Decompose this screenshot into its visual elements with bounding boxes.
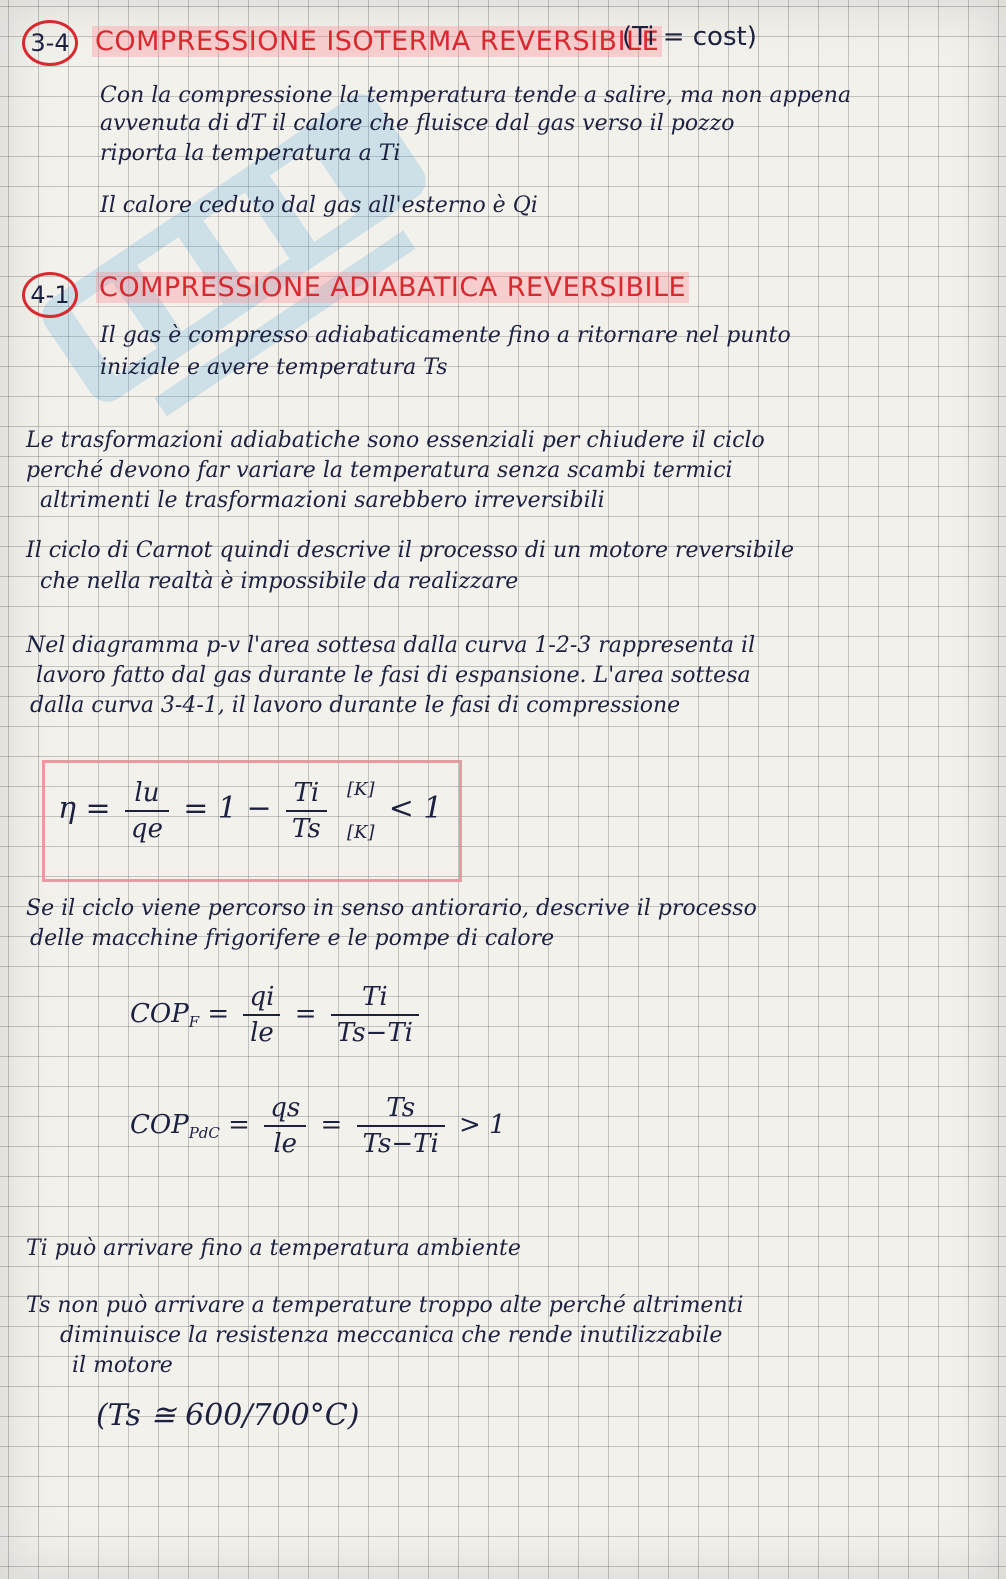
formula-middle: = 1 −: [183, 791, 272, 826]
text-line: riporta la temperatura a Ti: [100, 141, 401, 166]
formula-equals: =: [294, 999, 317, 1029]
formula-lhs: η =: [58, 791, 111, 826]
fraction-denominator: le: [250, 1018, 274, 1048]
text-line: diminuisce la resistenza meccanica che rende inutilizzabile: [60, 1323, 723, 1348]
fraction-numerator: Ts: [357, 1093, 445, 1127]
text-line: dalla curva 3-4-1, il lavoro durante le fasi di compressione: [30, 693, 681, 718]
cop-refrigerator-formula: [130, 982, 425, 1048]
text-line: Il gas è compresso adiabaticamente fino a ritornare nel punto: [100, 323, 791, 348]
formula-equals: =: [320, 1110, 343, 1140]
fraction-denominator: Ts: [291, 814, 321, 844]
text-line: perché devono far variare la temperatura senza scambi termici: [26, 458, 733, 483]
text-line: Il ciclo di Carnot quindi descrive il processo di un motore reversibile: [26, 538, 795, 563]
section-heading-text: COMPRESSIONE ISOTERMA REVERSIBILE: [92, 26, 662, 57]
fraction-numerator: Ti: [286, 778, 327, 812]
section-heading-text: COMPRESSIONE ADIABATICA REVERSIBILE: [96, 272, 689, 303]
text-line: altrimenti le trasformazioni sarebbero irreversibili: [40, 488, 605, 513]
formula-equals: =: [207, 999, 230, 1029]
text-line: avvenuta di dT il calore che fluisce dal gas verso il pozzo: [100, 111, 735, 136]
fraction-denominator: Ts−Ti: [362, 1129, 439, 1159]
fraction-numerator: qs: [264, 1093, 306, 1127]
text-line: Con la compressione la temperatura tende a salire, ma non appena: [100, 83, 852, 108]
unit-annotation: [347, 779, 375, 843]
text-line: Il calore ceduto dal gas all'esterno è Qi: [100, 193, 538, 218]
text-line: delle macchine frigorifere e le pompe di calore: [30, 926, 555, 951]
fraction-numerator: lu: [125, 778, 169, 812]
text-line: lavoro fatto dal gas durante le fasi di espansione. L'area sottesa: [36, 663, 751, 688]
text-line: che nella realtà è impossibile da realizzare: [40, 569, 519, 594]
formula-rhs: < 1: [388, 791, 443, 826]
text-line: Ti può arrivare fino a temperatura ambiente: [26, 1236, 521, 1261]
formula-label: COP: [130, 1110, 189, 1140]
text-line: Ts non può arrivare a temperature troppo alte perché altrimenti: [26, 1293, 744, 1318]
formula-subscript: F: [188, 1013, 200, 1031]
text-line: Nel diagramma p-v l'area sottesa dalla curva 1-2-3 rappresenta il: [26, 633, 756, 658]
formula-fraction: [357, 1093, 445, 1159]
efficiency-formula: [58, 778, 443, 844]
formula-label: COP: [130, 999, 189, 1029]
formula-subscript: PdC: [188, 1124, 220, 1142]
fraction-denominator: le: [273, 1129, 298, 1159]
section-heading: [92, 26, 662, 57]
cop-heat-pump-formula: [130, 1093, 506, 1159]
section-heading: [96, 272, 689, 303]
section-number-badge: 3-4: [22, 20, 78, 66]
formula-fraction: [264, 1093, 306, 1159]
text-line: Se il ciclo viene percorso in senso antiorario, descrive il processo: [26, 896, 757, 921]
text-line: iniziale e avere temperatura Ts: [100, 355, 448, 380]
fraction-denominator: qe: [130, 814, 163, 844]
unit-top: [K]: [346, 779, 375, 800]
fraction-denominator: Ts−Ti: [336, 1018, 413, 1048]
section-number-badge: 4-1: [22, 272, 78, 318]
fraction-numerator: Ti: [331, 982, 419, 1016]
formula-equals: =: [228, 1110, 250, 1140]
formula-fraction: [243, 982, 280, 1048]
formula-fraction: [125, 778, 169, 844]
section-heading-condition: (Ti = cost): [622, 22, 757, 52]
text-line: il motore: [72, 1353, 173, 1378]
formula-rhs: > 1: [459, 1110, 506, 1140]
unit-bottom: [K]: [346, 822, 375, 843]
formula-fraction: [286, 778, 327, 844]
fraction-numerator: qi: [243, 982, 280, 1016]
text-line: Le trasformazioni adiabatiche sono essenziali per chiudere il ciclo: [26, 428, 765, 453]
formula-fraction: [331, 982, 419, 1048]
ts-value-note: (Ts ≅ 600/700°C): [96, 1398, 360, 1433]
